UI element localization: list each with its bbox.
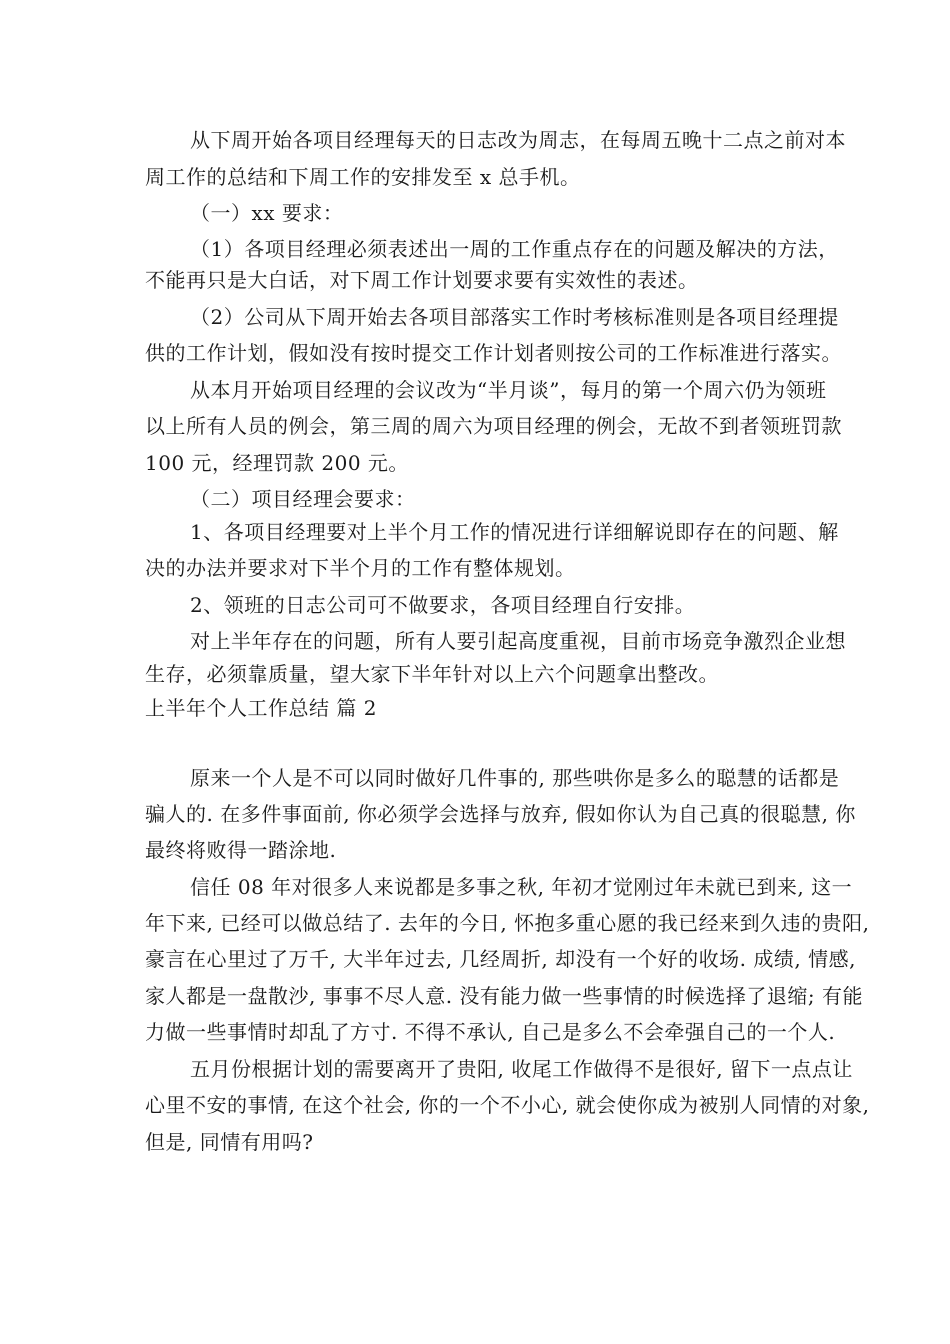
paragraph-line: 豪言在心里过了万千, 大半年过去, 几经周折, 却没有一个好的收场. 成绩, 情感, [145,947,856,971]
paragraph-line: 家人都是一盘散沙, 事事不尽人意. 没有能力做一些事情的时候选择了退缩; 有能 [145,984,864,1008]
paragraph-line: 原来一个人是不可以同时做好几件事的, 那些哄你是多么的聪慧的话都是 [190,766,840,790]
paragraph-line: 信任 08 年对很多人来说都是多事之秋, 年初才觉刚过年未就已到来, 这一 [190,875,853,899]
subheading-line: （二）项目经理会要求： [190,487,416,511]
paragraph-line: 力做一些事情时却乱了方寸. 不得不承认, 自己是多么不会牵强自己的一个人. [145,1020,836,1044]
paragraph-line: 心里不安的事情, 在这个社会, 你的一个不小心, 就会使你成为被别人同情的对象, [145,1093,870,1117]
paragraph-line: （1）各项目经理必须表述出一周的工作重点存在的问题及解决的方法， [190,237,839,261]
paragraph-line: 以上所有人员的例会，第三周的周六为项目经理的例会，无故不到者领班罚款 [145,414,842,438]
paragraph-line: 2、领班的日志公司可不做要求，各项目经理自行安排。 [190,593,696,617]
paragraph-line: 但是, 同情有用吗? [145,1130,314,1154]
paragraph-line: 1、各项目经理要对上半个月工作的情况进行详细解说即存在的问题、解 [190,520,839,544]
subheading-line: （一）xx 要求： [190,201,344,225]
paragraph-line: 决的办法并要求对下半个月的工作有整体规划。 [145,556,576,580]
paragraph-line: 最终将败得一踏涂地. [145,838,337,862]
paragraph-line: 生存，必须靠质量，望大家下半年针对以上六个问题拿出整改。 [145,662,719,686]
paragraph-line: 年下来, 已经可以做总结了. 去年的今日, 怀抱多重心愿的我已经来到久违的贵阳, [145,911,870,935]
paragraph-line: （2）公司从下周开始去各项目部落实工作时考核标准则是各项目经理提 [190,305,839,329]
paragraph-line: 五月份根据计划的需要离开了贵阳, 收尾工作做得不是很好, 留下一点点让 [190,1057,853,1081]
paragraph-line: 对上半年存在的问题，所有人要引起高度重视，目前市场竞争激烈企业想 [190,629,846,653]
paragraph-line: 供的工作计划，假如没有按时提交工作计划者则按公司的工作标准进行落实。 [145,341,842,365]
paragraph-line: 从下周开始各项目经理每天的日志改为周志，在每周五晚十二点之前对本 [190,128,846,152]
paragraph-line: 从本月开始项目经理的会议改为“半月谈”，每月的第一个周六仍为领班 [190,378,827,402]
paragraph-line: 100 元，经理罚款 200 元。 [145,451,409,475]
paragraph-line: 不能再只是大白话，对下周工作计划要求要有实效性的表述。 [145,268,699,292]
section-heading: 上半年个人工作总结 篇 2 [145,696,377,720]
paragraph-line: 骗人的. 在多件事面前, 你必须学会选择与放弃, 假如你认为自己真的很聪慧, 你 [145,802,856,826]
paragraph-line: 周工作的总结和下周工作的安排发至 x 总手机。 [145,165,581,189]
